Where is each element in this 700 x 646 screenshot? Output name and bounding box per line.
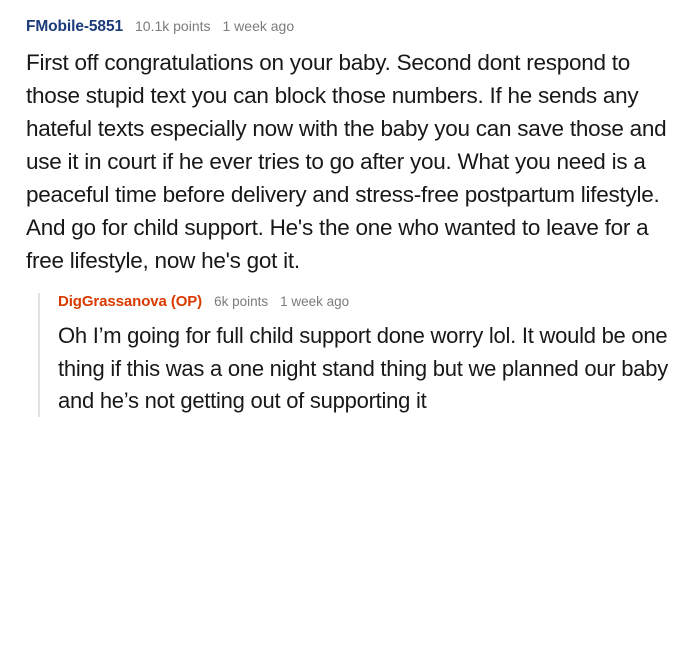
comment-header <box>26 18 678 36</box>
reply-body: Oh I’m going for full child support done worry lol. It would be one thing if this was a one night stand thing but we planned our baby and he’s not getting out of supporting it <box>58 323 668 414</box>
comment-top-level <box>26 18 678 277</box>
reply-header <box>58 293 678 310</box>
comment-reply <box>38 293 678 417</box>
comment-timestamp: 1 week ago <box>222 18 295 34</box>
comment-points: 10.1k points <box>135 18 211 34</box>
reply-points: 6k points <box>214 294 269 310</box>
reply-timestamp: 1 week ago <box>280 294 350 310</box>
comment-body: First off congratulations on your baby. Second dont respond to those stupid text you can block those numbers. If he sends any hateful texts especially now with the baby you can save those and use it in court if he ever tries to go after you. What you need is a peaceful time before delivery and stress-free postpartum lifestyle. And go for child support. He's the one who wanted to leave for a free lifestyle, now he's got it. <box>26 50 667 274</box>
reply-author[interactable]: DigGrassanova (OP) <box>58 293 203 311</box>
comment-author[interactable]: FMobile-5851 <box>26 18 123 35</box>
